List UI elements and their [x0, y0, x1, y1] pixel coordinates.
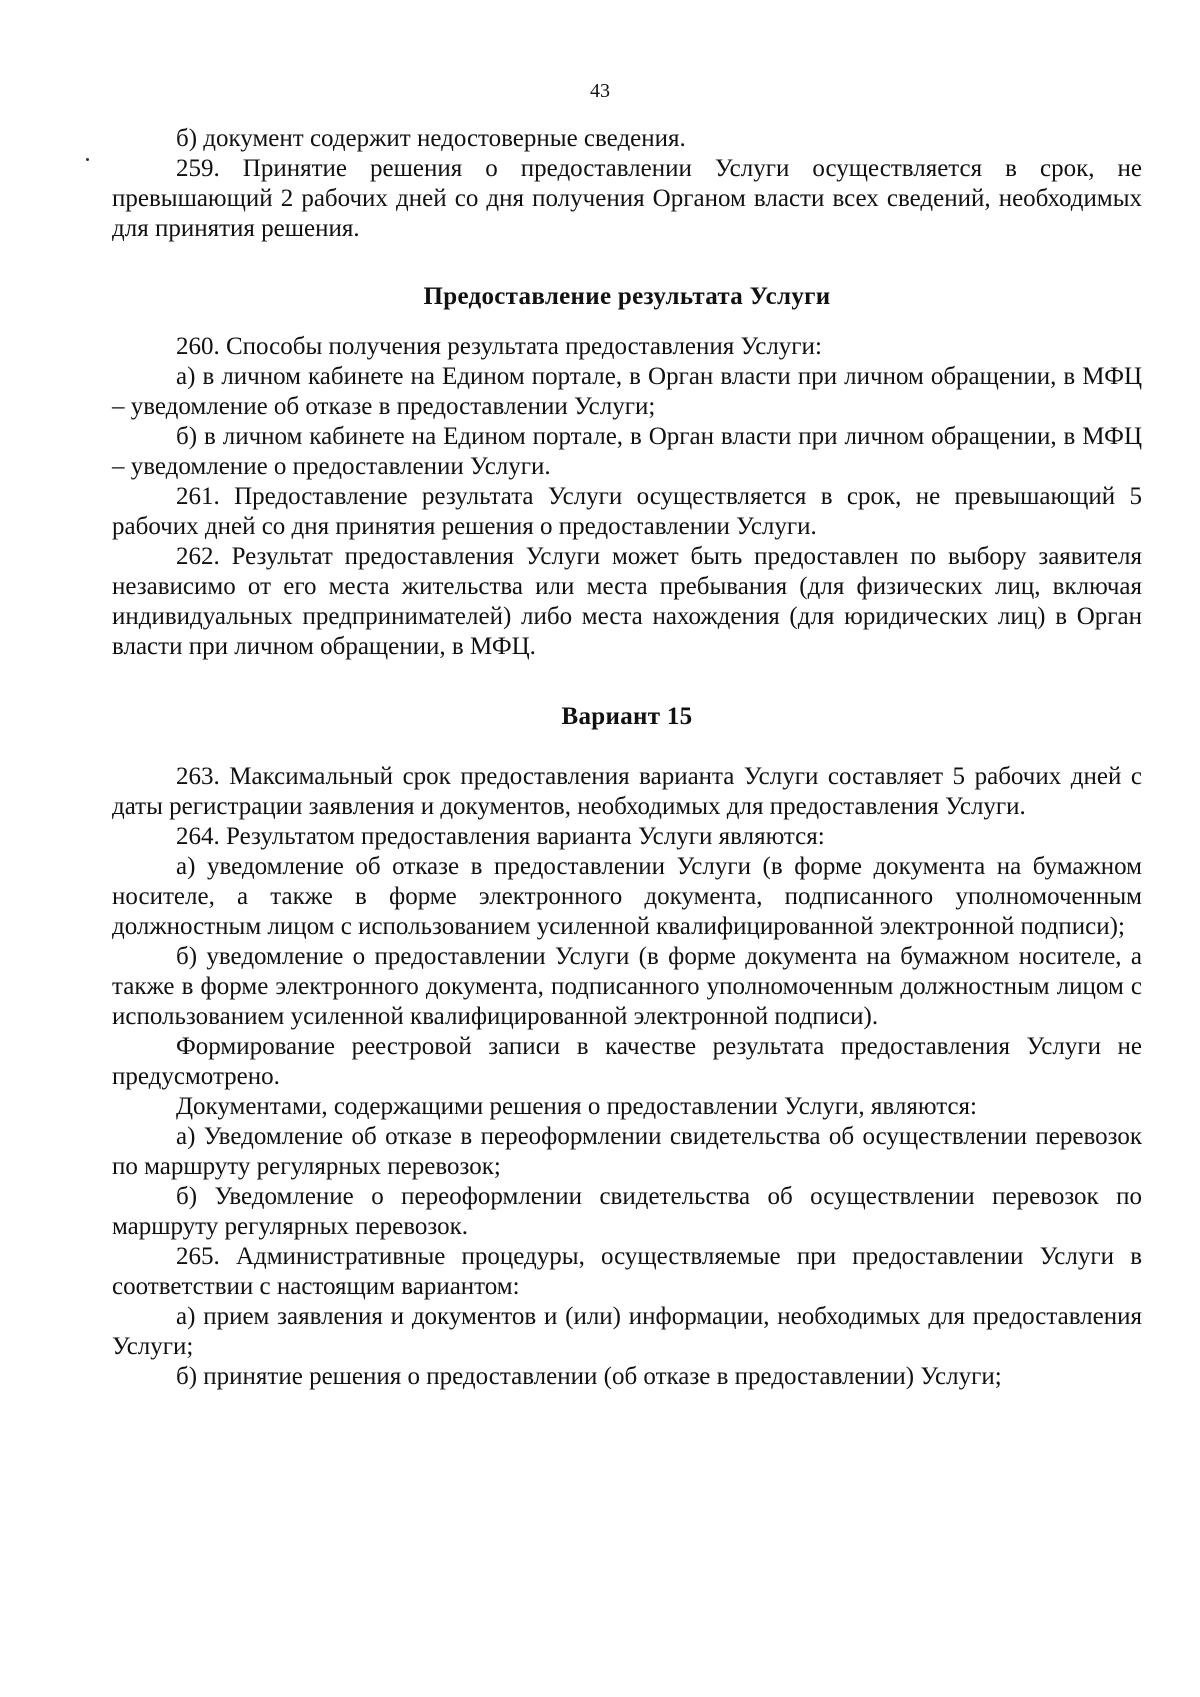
paragraph: а) уведомление об отказе в предоставлении Услуги (в форме документа на бумажном носителе, а также в форме электронного документа, подписанного уполномоченным должностным лицом с использованием усиленной квалифицированной электронной подписи); [112, 853, 1142, 940]
paragraph: б) принятие решения о предоставлении (об отказе в предоставлении) Услуги; [176, 1363, 1002, 1390]
paragraph: 261. Предоставление результата Услуги осуществляется в срок, не превышающий 5 рабочих дней со дня принятия решения о предоставлении Услуги. [112, 483, 1142, 540]
paragraph: б) в личном кабинете на Едином портале, в Орган власти при личном обращении, в МФЦ – уведомление о предоставлении Услуги. [112, 423, 1142, 480]
paragraph: Формирование реестровой записи в качестве результата предоставления Услуги не предусмотрено. [112, 1033, 1142, 1090]
paragraph: а) в личном кабинете на Едином портале, в Орган власти при личном обращении, в МФЦ – уведомление об отказе в предоставлении Услуги; [112, 363, 1142, 420]
paragraph: а) Уведомление об отказе в переоформлении свидетельства об осуществлении перевозок по маршруту регулярных перевозок; [112, 1123, 1142, 1180]
page-number: 43 [590, 80, 610, 102]
section-heading: Предоставление результата Услуги [423, 283, 831, 310]
paragraph: 263. Максимальный срок предоставления варианта Услуги составляет 5 рабочих дней с даты регистрации заявления и документов, необходимых для предоставления Услуги. [112, 763, 1142, 820]
paragraph: 259. Принятие решения о предоставлении Услуги осуществляется в срок, не превышающий 2 рабочих дней со дня получения Органом власти всех сведений, необходимых для принятия решения. [112, 155, 1142, 242]
document-body [112, 124, 1142, 1392]
paragraph: 260. Способы получения результата предоставления Услуги: [176, 333, 822, 360]
paragraph: 262. Результат предоставления Услуги может быть предоставлен по выбору заявителя независимо от его места жительства или места пребывания (для физических лиц, включая индивидуальных предпринимателей) либо места нахождения (для юридических лиц) в Орган власти при личном обращении, в МФЦ. [112, 543, 1142, 660]
paragraph: Документами, содержащими решения о предоставлении Услуги, являются: [176, 1093, 977, 1120]
paragraph: б) уведомление о предоставлении Услуги (в форме документа на бумажном носителе, а также в форме электронного документа, подписанного уполномоченным должностным лицом с использованием усиленной квалифицированной электронной подписи). [112, 943, 1142, 1030]
margin-dot [86, 158, 89, 161]
paragraph: 264. Результатом предоставления варианта Услуги являются: [176, 823, 825, 850]
paragraph: а) прием заявления и документов и (или) информации, необходимых для предоставления Услуги; [112, 1303, 1142, 1360]
paragraph: 265. Административные процедуры, осуществляемые при предоставлении Услуги в соответствии с настоящим вариантом: [112, 1243, 1142, 1300]
section-heading: Вариант 15 [561, 703, 693, 730]
paragraph: б) документ содержит недостоверные сведения. [176, 125, 686, 152]
paragraph: б) Уведомление о переоформлении свидетельства об осуществлении перевозок по маршруту регулярных перевозок. [112, 1183, 1142, 1240]
